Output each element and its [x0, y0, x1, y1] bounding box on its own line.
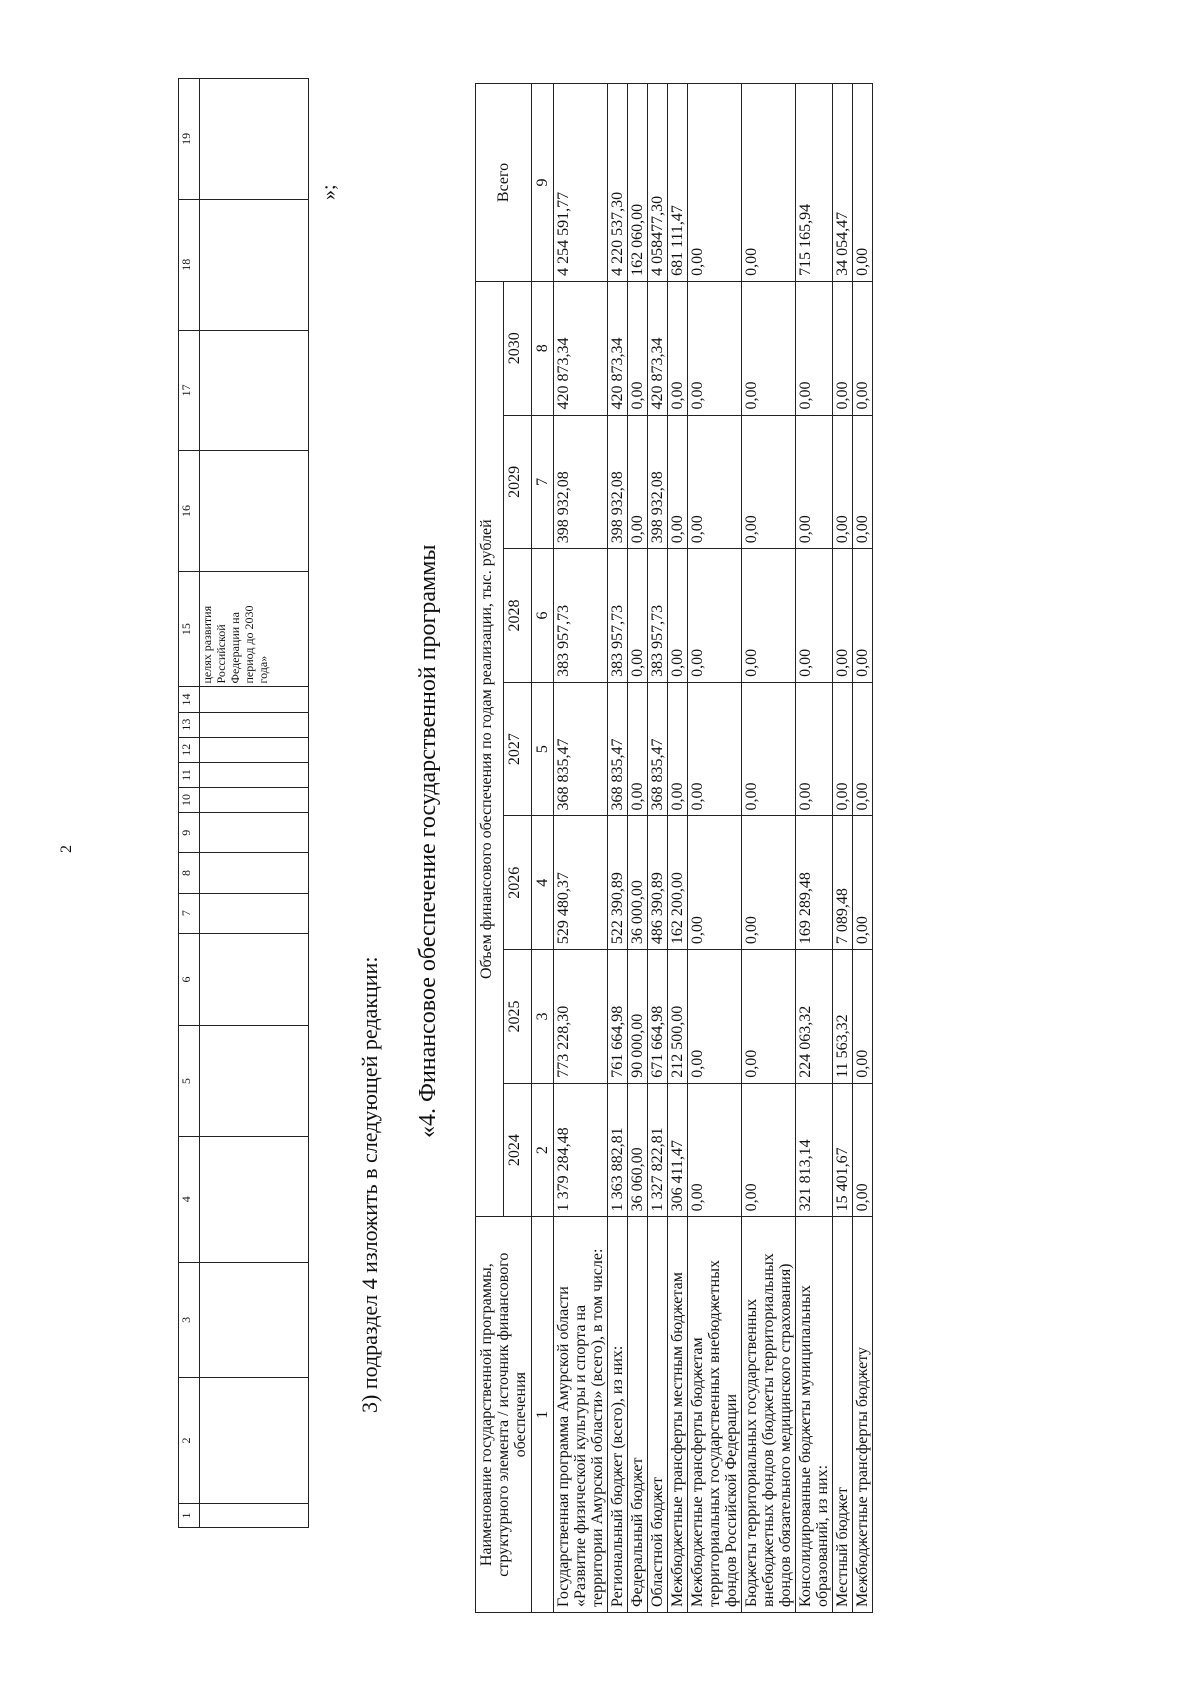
value-cell: 0,00 — [742, 1083, 796, 1217]
value-cell: 368 835,47 — [648, 682, 668, 816]
value-cell: 0,00 — [853, 415, 873, 549]
row-name: Областной бюджет — [648, 1217, 668, 1613]
value-cell: 212 500,00 — [668, 950, 688, 1084]
column-number: 1 — [179, 1503, 200, 1527]
finance-table-body — [554, 84, 873, 1613]
table-row — [628, 84, 648, 1613]
value-cell: 1 379 284,48 — [554, 1083, 608, 1217]
value-cell: 0,00 — [853, 281, 873, 415]
value-cell: 0,00 — [853, 84, 873, 282]
section-heading: «4. Финансовое обеспечение государственной программы — [415, 544, 441, 1138]
value-cell: 0,00 — [742, 549, 796, 683]
table-cell — [200, 1378, 309, 1504]
table-cell: целях развития Российской Федерации на период до 2030 года» — [200, 571, 309, 687]
value-cell: 681 111,47 — [668, 84, 688, 282]
value-cell: 0,00 — [796, 281, 833, 415]
value-cell: 420 873,34 — [554, 281, 608, 415]
value-cell: 34 054,47 — [833, 84, 853, 282]
column-number: 8 — [179, 853, 200, 893]
table-cell — [200, 199, 309, 330]
column-number: 11 — [179, 762, 200, 787]
value-cell: 7 089,48 — [833, 816, 853, 950]
column-number: 7 — [532, 415, 554, 549]
year-header: 2026 — [504, 816, 532, 950]
value-cell: 0,00 — [742, 281, 796, 415]
table-row — [853, 84, 873, 1613]
value-cell: 398 932,08 — [554, 415, 608, 549]
header-volume: Объем финансового обеспечения по годам реализации, тыс. рублей — [476, 281, 504, 1216]
page-number: 2 — [58, 845, 75, 853]
column-number: 5 — [179, 1026, 200, 1137]
column-number: 8 — [532, 281, 554, 415]
value-cell: 420 873,34 — [608, 281, 628, 415]
value-cell: 15 401,67 — [833, 1083, 853, 1217]
value-cell: 0,00 — [688, 816, 742, 950]
table-cell — [200, 330, 309, 451]
column-number: 4 — [532, 816, 554, 950]
row-name: Региональный бюджет (всего), из них: — [608, 1217, 628, 1613]
table-cell — [200, 451, 309, 572]
value-cell: 383 957,73 — [554, 549, 608, 683]
value-cell: 306 411,47 — [668, 1083, 688, 1217]
table-cell — [200, 893, 309, 933]
amendment-instruction: 3) подраздел 4 изложить в следующей редакции: — [357, 956, 382, 1413]
value-cell: 90 000,00 — [628, 950, 648, 1084]
value-cell: 4 058477,30 — [648, 84, 668, 282]
column-number: 16 — [179, 451, 200, 572]
table-cell — [200, 813, 309, 853]
column-number: 17 — [179, 330, 200, 451]
column-number: 2 — [532, 1083, 554, 1217]
table-row — [833, 84, 853, 1613]
column-number: 3 — [179, 1262, 200, 1378]
table-cell — [200, 79, 309, 200]
column-number: 5 — [532, 682, 554, 816]
column-number: 1 — [532, 1217, 554, 1613]
value-cell: 0,00 — [668, 415, 688, 549]
table-cell — [200, 1503, 309, 1527]
value-cell: 383 957,73 — [608, 549, 628, 683]
table-cell — [200, 737, 309, 762]
value-cell: 1 363 882,81 — [608, 1083, 628, 1217]
value-cell: 522 390,89 — [608, 816, 628, 950]
column-number: 15 — [179, 571, 200, 687]
value-cell: 0,00 — [688, 950, 742, 1084]
header-total: Всего — [476, 84, 532, 282]
value-cell: 0,00 — [742, 950, 796, 1084]
table-row — [668, 84, 688, 1613]
column-number: 2 — [179, 1378, 200, 1504]
value-cell: 0,00 — [853, 549, 873, 683]
value-cell: 0,00 — [688, 415, 742, 549]
table-cell — [200, 787, 309, 812]
row-name: Межбюджетные трансферты бюджету — [853, 1217, 873, 1613]
column-number: 12 — [179, 737, 200, 762]
column-number: 7 — [179, 893, 200, 933]
row-name: Местный бюджет — [833, 1217, 853, 1613]
value-cell: 224 063,32 — [796, 950, 833, 1084]
row-name: Государственная программа Амурской области «Развитие физической культуры и спорта на территории Амурской области» (всего), в том числе: — [554, 1217, 608, 1613]
value-cell: 0,00 — [796, 415, 833, 549]
column-number: 10 — [179, 787, 200, 812]
value-cell: 11 563,32 — [833, 950, 853, 1084]
value-cell: 0,00 — [853, 682, 873, 816]
table-cell — [200, 712, 309, 737]
continuation-table — [178, 78, 309, 1528]
value-cell: 0,00 — [628, 281, 648, 415]
value-cell: 368 835,47 — [554, 682, 608, 816]
column-number: 6 — [179, 933, 200, 1026]
table-row — [688, 84, 742, 1613]
row-name: Федеральный бюджет — [628, 1217, 648, 1613]
value-cell: 383 957,73 — [648, 549, 668, 683]
value-cell: 773 228,30 — [554, 950, 608, 1084]
value-cell: 715 165,94 — [796, 84, 833, 282]
value-cell: 0,00 — [833, 415, 853, 549]
table-row — [796, 84, 833, 1613]
table-cell — [200, 1262, 309, 1378]
table-row — [608, 84, 628, 1613]
value-cell: 761 664,98 — [608, 950, 628, 1084]
value-cell: 368 835,47 — [608, 682, 628, 816]
year-header: 2029 — [504, 415, 532, 549]
column-number: 6 — [532, 549, 554, 683]
table-cell — [200, 687, 309, 712]
value-cell: 0,00 — [688, 281, 742, 415]
table-row — [742, 84, 796, 1613]
column-number: 9 — [179, 813, 200, 853]
value-cell: 4 254 591,77 — [554, 84, 608, 282]
column-number: 4 — [179, 1136, 200, 1262]
value-cell: 529 480,37 — [554, 816, 608, 950]
column-number: 14 — [179, 687, 200, 712]
value-cell: 0,00 — [628, 415, 648, 549]
value-cell: 4 220 537,30 — [608, 84, 628, 282]
value-cell: 0,00 — [628, 682, 648, 816]
value-cell: 0,00 — [853, 1083, 873, 1217]
year-header: 2028 — [504, 549, 532, 683]
table-cell — [200, 933, 309, 1026]
table-cell — [200, 762, 309, 787]
continuation-row — [200, 79, 309, 1528]
value-cell: 36 000,00 — [628, 816, 648, 950]
value-cell: 671 664,98 — [648, 950, 668, 1084]
value-cell: 0,00 — [833, 682, 853, 816]
value-cell: 0,00 — [688, 682, 742, 816]
value-cell: 36 060,00 — [628, 1083, 648, 1217]
value-cell: 0,00 — [833, 549, 853, 683]
value-cell: 162 200,00 — [668, 816, 688, 950]
finance-table — [475, 83, 873, 1613]
column-number: 19 — [179, 79, 200, 200]
value-cell: 420 873,34 — [648, 281, 668, 415]
value-cell: 0,00 — [853, 816, 873, 950]
value-cell: 0,00 — [668, 549, 688, 683]
year-header: 2030 — [504, 281, 532, 415]
column-number: 13 — [179, 712, 200, 737]
value-cell: 0,00 — [742, 84, 796, 282]
value-cell: 321 813,14 — [796, 1083, 833, 1217]
table-row — [554, 84, 608, 1613]
value-cell: 486 390,89 — [648, 816, 668, 950]
value-cell: 169 289,48 — [796, 816, 833, 950]
closing-quote-mark: »; — [318, 184, 340, 200]
table-cell — [200, 1136, 309, 1262]
column-number: 18 — [179, 199, 200, 330]
value-cell: 162 060,00 — [628, 84, 648, 282]
value-cell: 0,00 — [688, 84, 742, 282]
header-row — [476, 84, 504, 1613]
value-cell: 0,00 — [688, 549, 742, 683]
table-row — [648, 84, 668, 1613]
value-cell: 398 932,08 — [648, 415, 668, 549]
value-cell: 1 327 822,81 — [648, 1083, 668, 1217]
value-cell: 0,00 — [853, 950, 873, 1084]
row-name: Межбюджетные трансферты местным бюджетам — [668, 1217, 688, 1613]
value-cell: 0,00 — [742, 415, 796, 549]
value-cell: 0,00 — [796, 549, 833, 683]
column-number: 9 — [532, 84, 554, 282]
value-cell: 0,00 — [668, 682, 688, 816]
row-name: Межбюджетные трансферты бюджетам территориальных государственных внебюджетных фондов Российской Федерации — [688, 1217, 742, 1613]
value-cell: 0,00 — [742, 682, 796, 816]
table-cell — [200, 1026, 309, 1137]
value-cell: 0,00 — [796, 682, 833, 816]
value-cell: 0,00 — [688, 1083, 742, 1217]
row-name: Бюджеты территориальных государственных внебюджетных фондов (бюджеты территориальных фондов обязательного медицинского страхования) — [742, 1217, 796, 1613]
value-cell: 0,00 — [833, 281, 853, 415]
year-header: 2024 — [504, 1083, 532, 1217]
column-numbers-row — [179, 79, 200, 1528]
year-header: 2027 — [504, 682, 532, 816]
value-cell: 0,00 — [668, 281, 688, 415]
value-cell: 0,00 — [742, 816, 796, 950]
header-name: Наименование государственной программы, структурного элемента / источник финансового обеспечения — [476, 1217, 532, 1613]
year-header: 2025 — [504, 950, 532, 1084]
row-name: Консолидированные бюджеты муниципальных образований, из них: — [796, 1217, 833, 1613]
column-numbers-row — [532, 84, 554, 1613]
table-cell — [200, 853, 309, 893]
value-cell: 398 932,08 — [608, 415, 628, 549]
column-number: 3 — [532, 950, 554, 1084]
value-cell: 0,00 — [628, 549, 648, 683]
